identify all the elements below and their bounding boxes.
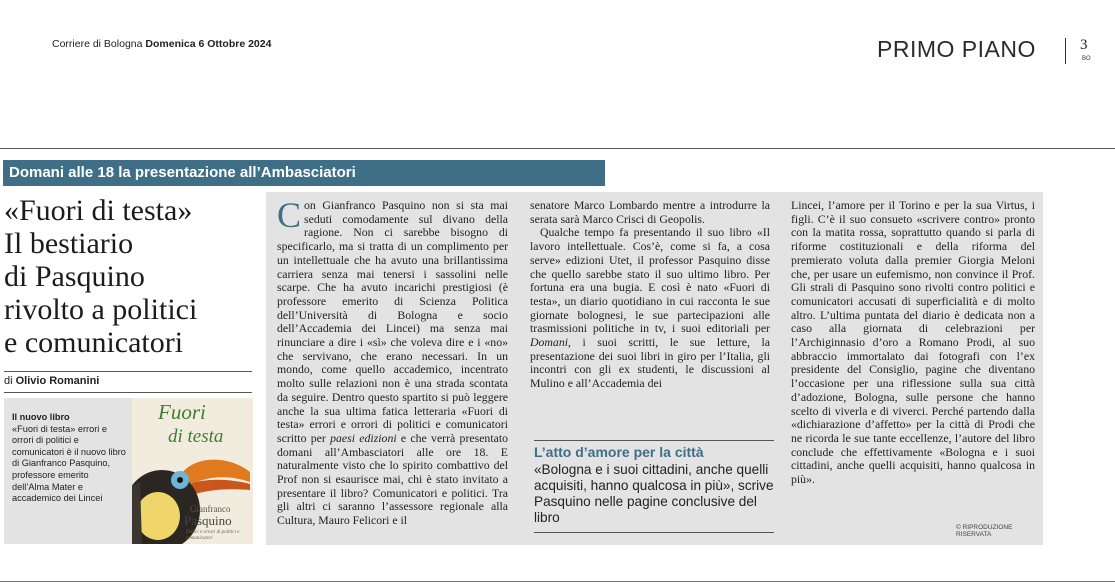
section-title: PRIMO PIANO	[877, 36, 1036, 62]
article-text: on Gianfranco Pasquino non si sta mai seduti comodamente sul divano della ragione. Non ci sarebbe bisogno di specificarlo, ma si tratta di un complimento per un intellettuale che ha avuto una brillantissima carriera senza mai tenersi i sassolini nelle scarpe. Che ha avuto incarichi prestigiosi (è professore emerito di Scienza Politica dell’Università di Bologna e socio dell’Accademia dei Lincei) ma senza mai rinunciare a dire i «sì» che voleva dire e i «no» che servivano, che erano necessari. In un mondo, come quello accademico, incentrato molto sulle relazioni non è una strada scontata da seguire. Dentro questo spartito si può leggere anche la sua ultima fatica letteraria «Fuori di testa» errori e orrori di politici e comunicatori scritto per	[277, 198, 508, 445]
kicker-banner: Domani alle 18 la presentazione all’Ambasciatori	[3, 160, 605, 186]
cover-title-line1: Fuori	[158, 400, 206, 424]
article-text: , i suoi scritti, le sue letture, la presentazione dei suoi libri in giro per l’Italia, gli incontri con gli ex studenti, le discussioni al Mulino e all’Accademia dei	[530, 335, 770, 391]
article-box	[266, 192, 1043, 545]
headline-line: «Fuori di testa»	[4, 194, 193, 227]
headline-line: e comunicatori	[4, 326, 184, 359]
article-column-2	[530, 199, 770, 391]
headline-line: rivolto a politici	[4, 293, 198, 326]
page-edition: BO	[1082, 56, 1091, 62]
book-cover-image	[132, 398, 253, 544]
byline-rule	[4, 392, 252, 393]
copyright-notice: © RIPRODUZIONE RISERVATA	[956, 524, 1013, 538]
article-paragraph	[277, 195, 509, 528]
article-text: Qualche tempo fa presentando il suo libro «Il lavoro intellettuale. Cos’è, come si fa, a cosa serve» edizioni Utet, il professor Pasquino disse che quello sarebbe stato il suo ultimo libro. Per fortuna era una bugia. E così è nato «Fuori di testa», un diario quotidiano in cui racconta le sue giornate bolognesi, le sue partecipazioni alle trasmissioni politiche in tv, i suoi editoriali per	[530, 225, 770, 336]
cover-author-first: Gianfranco	[190, 504, 231, 514]
newspaper-name: Corriere di Bologna	[52, 38, 143, 50]
page-number: 3	[1080, 37, 1088, 53]
byline	[4, 375, 99, 387]
headline	[4, 194, 254, 359]
book-caption-text: «Fuori di testa» errori e orrori di politici e comunicatori è il nuovo libro di Gianfranco Pasquino, professore emerito dell’Alma Mater e accademico dei Lincei	[12, 423, 126, 504]
byline-prefix: di	[4, 375, 13, 387]
book-caption	[12, 412, 128, 505]
article-italic: Domani	[530, 335, 569, 350]
byline-rule	[4, 371, 252, 372]
masthead-left	[52, 38, 271, 50]
article-italic: paesi edizioni	[330, 430, 397, 445]
dropcap: C	[277, 195, 302, 235]
top-rule	[0, 148, 1115, 149]
pull-quote-rule	[534, 532, 774, 533]
pull-quote-text: «Bologna e i suoi cittadini, anche quelli acquisiti, hanno qualcosa in più», scrive Pasquino nelle pagine conclusive del libro	[534, 462, 774, 525]
pull-quote	[534, 440, 774, 533]
book-box	[4, 398, 253, 544]
bottom-rule	[0, 581, 1115, 582]
article-text: e che verrà presentato domani all’Ambasciatori alle ore 18. E naturalmente visto che lo spirito combattivo del Prof non si esaurisce mai, chi è stato invitato a presentare il libro? Comunicatori e politici. Tra gli altri ci saranno l’assessore regionale alla Cultura, Mauro Felicori e il	[277, 430, 509, 528]
byline-author: Olivio Romanini	[15, 375, 100, 387]
issue-date: Domenica 6 Ottobre 2024	[145, 38, 272, 50]
article-column-3	[791, 199, 1035, 487]
cover-title-line2: di testa	[168, 426, 224, 447]
article-paragraph: senatore Marco Lombardo mentre a introdurre la serata sarà Marco Crisci di Geopolis.	[530, 198, 770, 226]
headline-line: Il bestiario	[4, 227, 134, 260]
headline-line: di Pasquino	[4, 260, 145, 293]
cover-subtitle: Errori e orrori di politici e comunicatori	[186, 530, 240, 541]
pull-quote-rule	[534, 440, 774, 441]
article-paragraph	[530, 226, 770, 390]
section-divider	[1065, 38, 1066, 64]
cover-author-last: Pasquino	[184, 513, 232, 528]
pull-quote-title: L’atto d’amore per la città	[534, 444, 704, 460]
book-caption-title: Il nuovo libro	[12, 412, 70, 422]
article-column-1	[277, 195, 509, 528]
article-paragraph: Lincei, l’amore per il Torino e per la sua Virtus, i figli. C’è il suo consueto «scrivere contro» pronto con la matita rossa, soprattutto quando si parla di riforme costituzionali e della riforma del premierato voluta dalla premier Giorgia Meloni che, per usare un eufemismo, non convince il Prof. Gli strali di Pasquino sono rivolti contro politici e comunicatori accusati di superficialità e di molto altro. L’ultima puntata del diario è dedicata non a caso alla giornata di celebrazioni per l’Archiginnasio d’oro a Romano Prodi, al suo abbraccio immortalato dai fotografi con l’ex presidente del Consiglio, pagine che diventano l’occasione per una riflessione sulla sua città d’adozione, Bologna, sulle persone che hanno scelto di viverla e di viverci. Perché partendo dalla «dichiarazione d’affetto» per la città di Prodi che ne ricorda le sue tante eccellenze, l’autore del libro conclude che effettivamente «Bologna e i suoi cittadini, anche quelli acquisiti, hanno qualcosa in più».	[791, 198, 1035, 487]
